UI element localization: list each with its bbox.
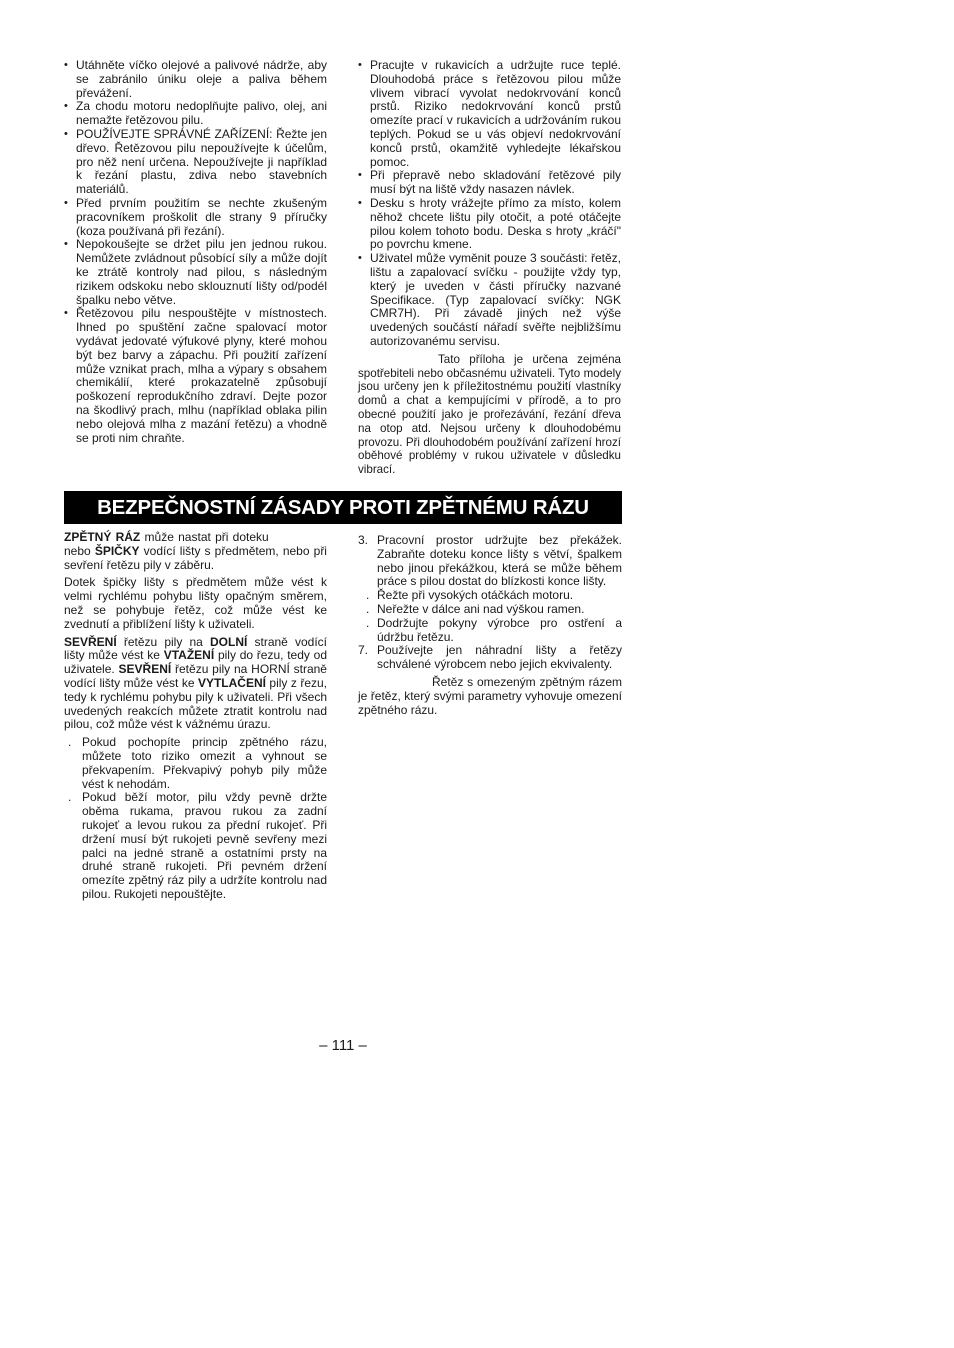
bottom-right-column (358, 534, 622, 717)
text-fragment: řetězu pily na (123, 634, 203, 649)
section-title: BEZPEČNOSTNÍ ZÁSADY PROTI ZPĚTNÉMU RÁZU (97, 495, 589, 519)
term-tip: ŠPIČKY (94, 543, 140, 558)
bottom-left-column (64, 531, 327, 902)
low-kickback-chain-note: Řetěz s omezeným zpětným rázem je řetěz, který svými parametry vyhovuje omezení zpětného rázu. (358, 674, 622, 717)
bullet-item: • Řetězovou pilu nespouštějte v místnostech. Ihned po spuštění začne spalovací motor vydávat jedovaté výfukové plyny, které mohou být bez barvy a zápachu. Při použití zařízení může vznikat prach, mlha a výpary s obsahem chemikálií, které prokazatelně způsobují poškození reprodukčního zdraví. Dejte pozor na škodlivý prach, mlhu (například oblaka pilin nebo olejová mlha z mazání řetězu) a vhodně se proti nim chraňte. (64, 307, 327, 445)
text-fragment: může nastat při doteku (144, 530, 269, 544)
top-right-bullet-list (358, 59, 621, 349)
step-marker: . (366, 601, 370, 616)
section-title-banner (64, 491, 622, 524)
term-pinch: SEVŘENÍ (64, 634, 117, 649)
step-item (358, 534, 622, 589)
step-item (64, 791, 327, 901)
page-number: – 111 – (319, 1037, 367, 1054)
text-fragment: pily z řezu, tedy k rychlému pohybu pily k uživateli. Při všech uvedených reakcích můžete ztratit kontrolu nad pilou, což může vést k vážnému úrazu. (64, 675, 327, 732)
text-fragment: nebo (64, 543, 91, 558)
bullet-item: • Desku s hroty vrážejte přímo za místo, kolem něhož chcete lištu pily otočit, a poté otáčejte pilou kolem tohoto bodu. Deska s hroty „kráčí" po povrchu kmene. (358, 197, 621, 252)
step-marker: . (68, 790, 72, 805)
bullet-item: • Při přepravě nebo skladování řetězové pily musí být na liště vždy nasazen návlek. (358, 169, 621, 197)
step-text: Pokud běží motor, pilu vždy pevně držte oběma rukama, pravou rukou za zadní rukojeť a levou rukou za přední rukojeť. Při držení musí být rukojeti pevně sevřeny mezi palci na jedné straně a ostatními prsty na druhé straně rukojeti. Při pevném držení omezíte zpětný ráz pily a udržíte kontrolu nad pilou. Rukojeti nepouštějte. (82, 790, 327, 901)
kickback-paragraph-2: Dotek špičky lišty s předmětem může vést k velmi rychlému pohybu lišty opačným směrem, než se pohybuje řetěz, což může vést ke zvednutí a přiblížení lišty k uživateli. (64, 575, 327, 631)
bullet-item: • Za chodu motoru nedoplňujte palivo, olej, ani nemažte řetězovou pilu. (64, 100, 327, 128)
bullet-item: • Utáhněte víčko olejové a palivové nádrže, aby se zabránilo úniku oleje a paliva během převážení. (64, 59, 327, 100)
bullet-item: • Nepokoušejte se držet pilu jen jednou rukou. Nemůžete zvládnout působící síly a může dojít ke ztrátě kontroly nad pilou, s následným rizikem odskoku nebo sklouznutí lišty od/podél špalku nebo větve. (64, 238, 327, 307)
term-lower: DOLNÍ (210, 634, 248, 649)
step-marker: . (366, 615, 370, 630)
consumer-note: Tato příloha je určena zejména spotřebiteli nebo občasnému uživateli. Tyto modely jsou určeny jen k příležitostnému použití vlastníky domů a chat a kempujícími v přírodě, a to pro obecné použití jako je prořezávání, řezání dřeva na otop atd. Nejsou určeny k dlouhodobému provozu. Při dlouhodobém používání zařízení hrozí oběhové problémy v rukou uživatele v důsledku vibrací. (358, 352, 621, 477)
top-left-bullet-list (64, 59, 327, 445)
top-left-column (64, 59, 327, 445)
top-right-column (358, 59, 621, 477)
text-fragment: pily do řezu, tedy od uživatele. (64, 648, 328, 677)
bullet-item: • Před prvním použitím se nechte zkušeným pracovníkem proškolit dle strany 9 příručky (koza používaná při řezání). (64, 197, 327, 238)
term-push-out: VYTLAČENÍ (197, 675, 266, 690)
step-item (358, 603, 622, 617)
text-fragment: straně vodící lišty může vést ke (64, 634, 328, 663)
step-marker: 3. (358, 533, 369, 547)
right-step-list (358, 534, 622, 672)
step-text: Řežte při vysokých otáčkách motoru. (377, 588, 574, 603)
bullet-item: • Uživatel může vyměnit pouze 3 součásti: řetěz, lištu a zapalovací svíčku - použijte vždy typ, který je uveden v části příručky nazvané Specifikace. (Typ zapalovací svíčky: NGK CMR7H). Při závadě jiných než výše uvedených součástí nářadí svěřte nejbližšímu autorizovanému servisu. (358, 252, 621, 349)
term-pull-in: VTAŽENÍ (163, 648, 215, 663)
step-marker: 7. (358, 643, 369, 658)
bullet-item: • Pracujte v rukavicích a udržujte ruce teplé. Dlouhodobá práce s řetězovou pilou může vlivem vibrací vyvolat nedokrvování konců prstů. Riziko nedokrvování konců prstů omezíte prací v rukavicích a udržováním rukou teplých. Pokud se u vás objeví nedokrvování konců prstů, okamžitě vyhledejte lékařskou pomoc. (358, 59, 621, 169)
step-marker: . (68, 735, 72, 750)
step-text: Pokud pochopíte princip zpětného rázu, můžete toto riziko omezit a vyhnout se překvapením. Překvapivý pohyb pily může vést k nehodám. (82, 735, 327, 791)
step-item (358, 617, 622, 645)
kickback-paragraph-3 (64, 636, 327, 733)
step-item (358, 644, 622, 672)
step-text: Dodržujte pokyny výrobce pro ostření a údržbu řetězu. (377, 615, 622, 644)
step-text: Neřežte v dálce ani nad výškou ramen. (377, 601, 585, 616)
text-fragment: řetězu pily na HORNÍ straně vodící lišty může vést ke (64, 662, 327, 690)
step-item (358, 589, 622, 603)
term-pinch: SEVŘENÍ (118, 662, 172, 677)
step-text: Pracovní prostor udržujte bez překážek. Zabraňte doteku konce lišty s větví, špalkem nebo jinou překážkou, která se může během práce s pilou dostat do blízkosti konce lišty. (377, 533, 622, 589)
step-item (64, 736, 327, 791)
step-marker: . (366, 588, 370, 603)
step-text: Používejte jen náhradní lišty a řetězy schválené výrobcem nebo jejich ekvivalenty. (377, 643, 622, 672)
kickback-intro (64, 531, 327, 572)
bullet-item: • POUŽÍVEJTE SPRÁVNÉ ZAŘÍZENÍ: Řežte jen dřevo. Řetězovou pilu nepoužívejte k účelům, pro něž není určena. Nepoužívejte ji například k řezání plastu, zdiva nebo stavebních materiálů. (64, 128, 327, 197)
term-kickback: ZPĚTNÝ RÁZ (64, 530, 141, 544)
left-step-list (64, 736, 327, 902)
text-fragment: vodící lišty s předmětem, nebo při sevření řetězu pily v záběru. (64, 543, 327, 572)
